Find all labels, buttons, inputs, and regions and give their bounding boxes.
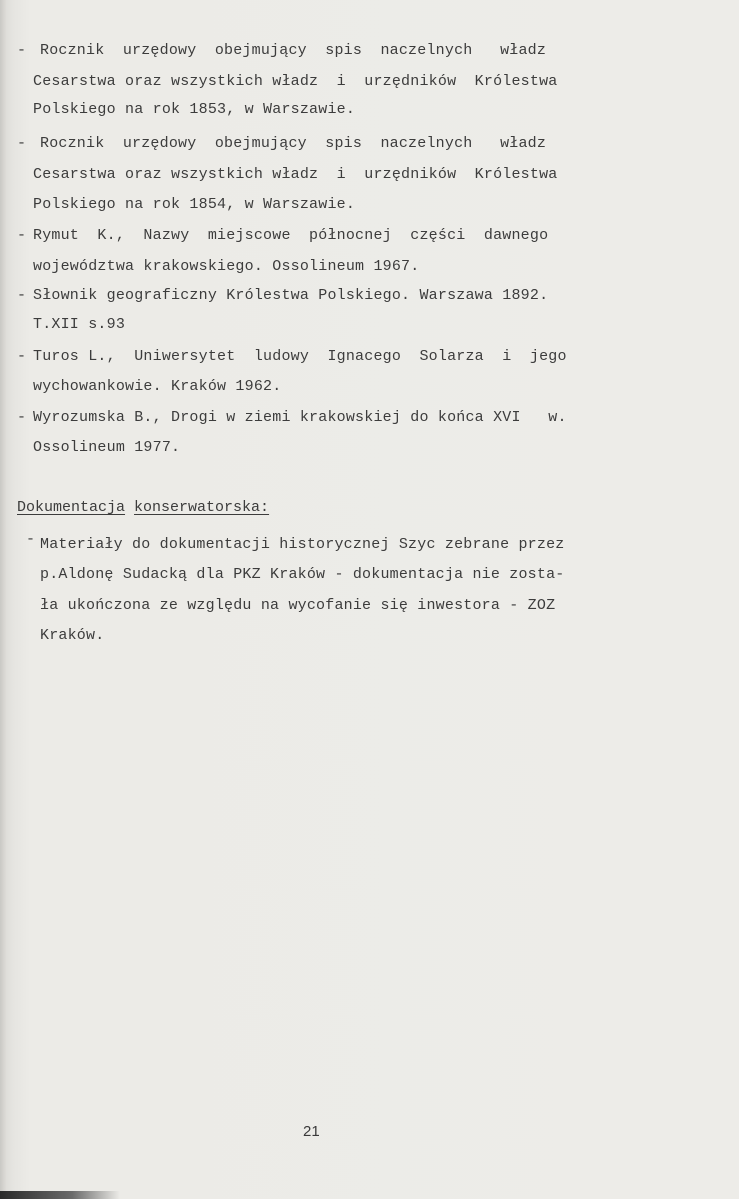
bibliography-entry-line: Polskiego na rok 1853, w Warszawie. xyxy=(33,101,356,118)
bullet-dash: - xyxy=(17,227,27,244)
bibliography-entry-line: województwa krakowskiego. Ossolineum 1967. xyxy=(33,258,420,275)
heading-word: konserwatorska: xyxy=(134,499,270,516)
bullet-dash: - xyxy=(17,42,27,59)
bibliography-entry-line: Polskiego na rok 1854, w Warszawie. xyxy=(33,196,356,213)
bibliography-entry-line: T.XII s.93 xyxy=(33,316,126,333)
page-binding-edge xyxy=(0,0,6,1199)
page-number: 21 xyxy=(303,1123,320,1140)
bibliography-entry-line: Cesarstwa oraz wszystkich władz i urzędników Królestwa xyxy=(33,73,558,90)
bibliography-entry-line: Turos L., Uniwersytet ludowy Ignacego Solarza i jego xyxy=(33,348,567,365)
bullet-dash: - xyxy=(17,348,27,365)
section-heading xyxy=(17,499,269,517)
documentation-entry-line: p.Aldonę Sudacką dla PKZ Kraków - dokumentacja nie zosta- xyxy=(40,566,565,583)
bibliography-entry-line: Ossolineum 1977. xyxy=(33,439,181,456)
bibliography-entry-line: Rocznik urzędowy obejmujący spis naczelnych władz xyxy=(40,135,547,152)
page-bottom-edge xyxy=(0,1191,120,1199)
bullet-dash: - xyxy=(17,287,27,304)
heading-word: Dokumentacja xyxy=(17,499,126,516)
bullet-dash: - xyxy=(17,409,27,426)
bibliography-entry-line: Rocznik urzędowy obejmujący spis naczelnych władz xyxy=(40,42,547,59)
bibliography-entry-line: wychowankowie. Kraków 1962. xyxy=(33,378,282,395)
documentation-entry-line: ła ukończona ze względu na wycofanie się inwestora - ZOZ xyxy=(40,597,556,614)
bibliography-entry-line: Wyrozumska B., Drogi w ziemi krakowskiej do końca XVI w. xyxy=(33,409,567,426)
bibliography-entry-line: Rymut K., Nazwy miejscowe północnej części dawnego xyxy=(33,227,549,244)
bullet-dash: - xyxy=(17,135,27,152)
bibliography-entry-line: Cesarstwa oraz wszystkich władz i urzędników Królestwa xyxy=(33,166,558,183)
bullet-dash: - xyxy=(26,531,36,548)
bibliography-entry-line: Słownik geograficzny Królestwa Polskiego. Warszawa 1892. xyxy=(33,287,549,304)
documentation-entry-line: Materiały do dokumentacji historycznej Szyc zebrane przez xyxy=(40,536,565,553)
documentation-entry-line: Kraków. xyxy=(40,627,105,644)
